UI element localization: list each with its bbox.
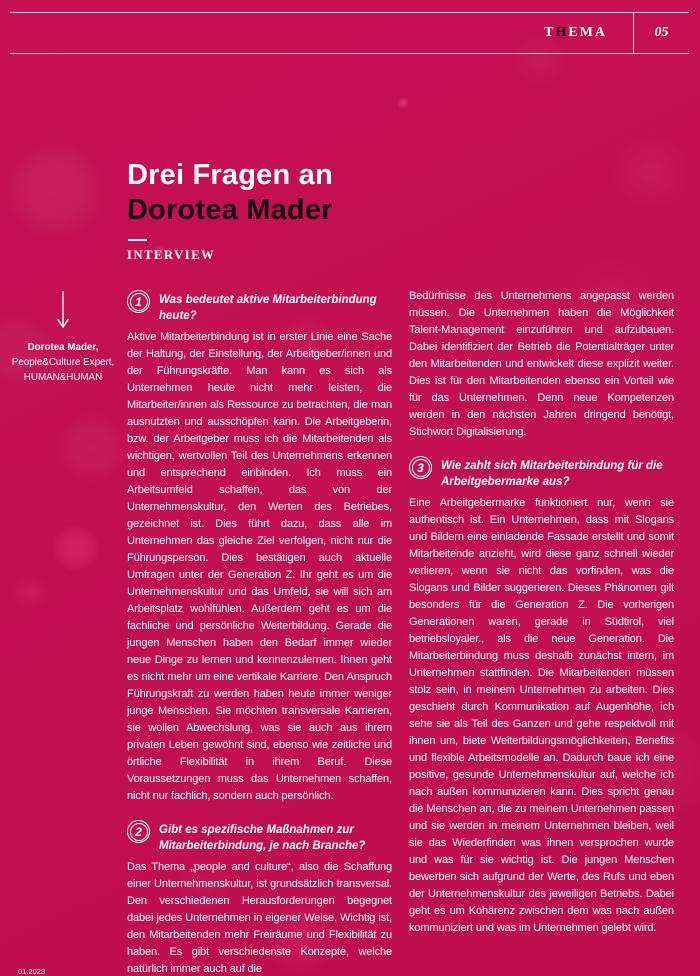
question-number: 3	[417, 460, 424, 475]
section-label-accent: H	[555, 25, 569, 40]
answer-1-paragraph: Aktive Mitarbeiterbindung ist in erster Linie eine Sache der Haltung, der Einstellung, der Arbeitgeber/innen und der Führungskräfte. Man kann es sich als Unternehmen heute nicht mehr leisten, die Mitarbeiter/innen als Ressource zu betrachten, die man ausnutzten und ausschöpfen kann. Die Arbeitgeberin, bzw. der Arbeitgeber muss ich die Mitarbeitenden als wichtigen, wertvollen Teil des Unternehmens erkennen und entsprechend einbinden. Ich muss ein Arbeitsumfeld schaffen, das von der Unternehmenskultur, den Werten des Betriebes, gezeichnet ist. Dies führt dazu, dass alle im Unternehmen das gleiche Ziel verfolgen, nicht nur die Führungsperson. Dies bestätigen auch aktuelle Umfragen unter der Generation Z. Ihr geht es um die Unternehmenskultur und das Umfeld, sie will sich am Arbeitsplatz wohlfühlen. Außerdem geht es um die fachliche und persönliche Weiterbildung. Gerade die jungen Menschen haben den Bedarf immer wieder neue Dinge zu lernen und kennenzulernen. Ihnen geht es nicht mehr um eine vertikale Karriere. Den Anspruch Führungskraft zu werden haben heute immer weniger junge Menschen. Sie möchten transversale Karrieren, sie wollen Abwechslung, was sie auch aus ihrem privaten Leben gewöhnt sind, ebenso wie zeitliche und örtliche Flexibilität in ihrem Beruf. Diese Voraussetzungen muss das Unternehmen schaffen, nicht nur fachlich, sondern auch persönlich.	[127, 331, 392, 802]
masthead	[10, 12, 689, 54]
column-right	[409, 288, 674, 976]
question-3-number-badge	[409, 456, 432, 479]
answer-2-paragraph-right: Bedürfnisse des Unternehmens angepasst werden müssen. Die Unternehmen haben die Möglichkeit Talent-Management einzuführen und aufzubauen. Dabei identifiziert der Betrieb die Potentialträger unter den Mitarbeitenden und entwickelt diese explizit weiter. Dies ist für den Mitarbeitenden ebenso ein Vorteil wie für das Unternehmen. Denn neue Kompetenzen werden in den nächsten Jahren dringend benötigt, Stichwort Digitalisierung.	[409, 290, 674, 438]
question-3-heading	[409, 456, 674, 490]
section-label-part: T	[544, 25, 556, 40]
issue-label: 01.2023	[18, 967, 46, 976]
article-kicker: INTERVIEW	[127, 248, 216, 262]
author-role: People&Culture Expert,	[11, 357, 115, 368]
author-company: HUMAN&HUMAN	[23, 372, 103, 383]
question-2-number-badge	[127, 820, 150, 843]
author-name: Dorotea Mader,	[27, 342, 99, 353]
article-title-block	[127, 158, 333, 263]
question-1-heading	[127, 290, 392, 324]
author-caption	[5, 290, 121, 385]
question-2-heading	[127, 820, 392, 854]
arrow-down-icon	[54, 290, 72, 332]
page-number: 05	[654, 25, 669, 40]
answer-3-paragraph: Eine Arbeitgebermarke funktioniert nur, wenn sie authentisch ist. Ein Unternehmen, dass mit Slogans und Bildern eine einladende Fassade erstellt und somit Mitarbeitende anzieht, wird diese ganz schnell wieder verlieren, wenn sie nicht das vorfinden, was die Slogans und Bilder suggerieren. Dieses Phänomen gilt besonders für die Generation Z. Die vorherigen Generationen waren, gerade in Südtirol, viel betriebsloyaler., als die neue Generation. Die Mitarbeiterbindung muss deshalb zunächst intern, im Unternehmen stattfinden. Die Mitarbeitenden müssen stolz sein, in meinem Unternehmen zu arbeiten. Dies geschieht durch Kommunikation auf Augenhöhe, ich sehe sie als Teil des Ganzen und gehe respektvoll mit ihnen um, biete Weiterbildungsmöglichkeiten, Benefits und flexible Arbeitsmodelle an. Dadurch baue ich eine positive, gesunde Unternehmenskultur auf, welche ich nach außen kommunizieren kann. Dies spricht genau die Menschen an, die zu meinem Unternehmen passen und sie werden in meinem Unternehmen bleiben, weil sie das Wiederfinden was ihnen versprochen wurde und was für sie wichtig ist. Die jungen Menschen bewerben sich aufgrund der Werte, des Rufs und eben der Unternehmenskultur des jeweiligen Betriebs. Dabei geht es um Kohärenz zwischen dem was nach außen kommuniziert und was im Unternehmen gelebt wird.	[409, 497, 674, 934]
article-columns	[127, 288, 674, 976]
section-label-part: EMA	[568, 25, 607, 40]
question-1-number-badge	[127, 290, 150, 313]
section-label	[544, 25, 633, 41]
article-title-line1: Drei Fragen an	[127, 159, 333, 191]
question-3-text: Wie zahlt sich Mitarbeiterbindung für die Arbeitgebermarke aus?	[441, 460, 663, 488]
answer-2-paragraph-left: Das Thema „people and culture“, also die Schaffung einer Unternehmenskultur, ist grundsätzlich transversal. Den verschiedenen Herausforderungen begegnet dabei jedes Unternehmen in eigener Weise. Wichtig ist, den Mitarbeitenden mehr Freiräume und Flexibilität zu haben. Es gibt verschiedenste Konzepte, welche natürlich immer auch auf die	[127, 861, 392, 975]
column-left	[127, 288, 392, 976]
kicker-rule	[128, 239, 147, 241]
question-number: 1	[135, 294, 142, 309]
article-title	[127, 158, 333, 228]
question-1-text: Was bedeutet aktive Mitarbeiterbindung heute?	[159, 294, 377, 322]
article-title-line2: Dorotea Mader	[127, 194, 333, 226]
question-2-text: Gibt es spezifische Maßnahmen zur Mitarbeiterbindung, je nach Branche?	[159, 824, 366, 852]
question-number: 2	[135, 824, 142, 839]
